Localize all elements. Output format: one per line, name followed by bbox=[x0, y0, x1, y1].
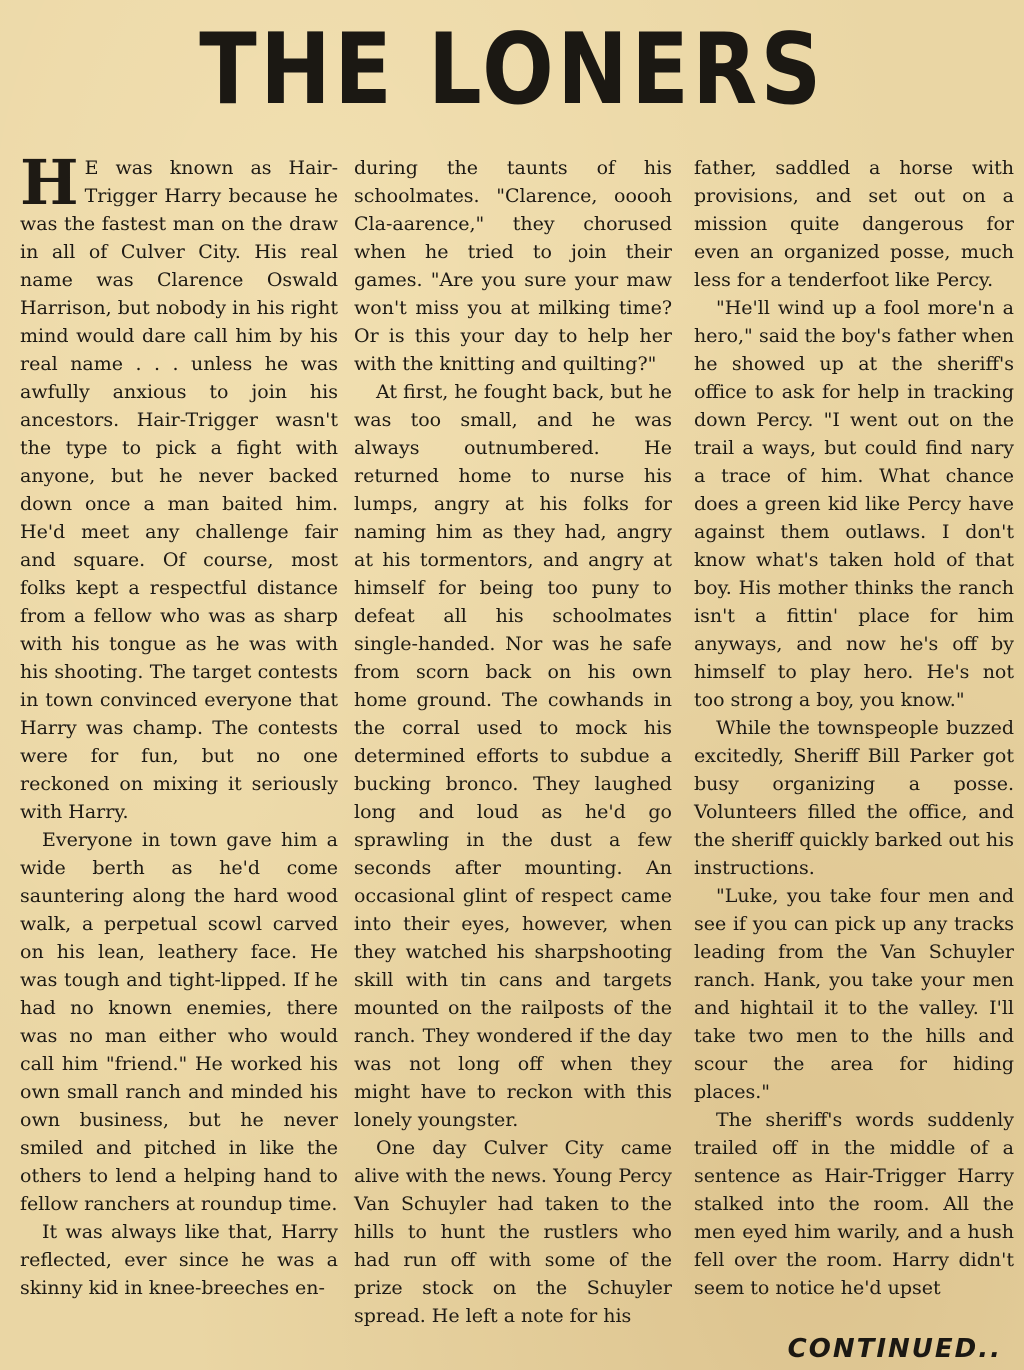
paragraph: While the townspeople buzzed excitedly, Sheriff Bill Parker got busy organizing a posse. Volunteers filled the office, and the sheriff quickly barked out his instructions. bbox=[694, 717, 1014, 879]
paragraph-text: E was known as Hair-Trigger Harry because he was the fastest man on the draw in all of Culver City. His real name was Clarence Oswald Harrison, but nobody in his right mind would dare call him by his real name . . . unless he was awfully anxious to join his ancestors. Hair-Trigger wasn't the type to pick a fight with anyone, but he never backed down once a man baited him. He'd meet any challenge fair and square. Of course, most folks kept a respectful distance from a fellow who was as sharp with his tongue as he was with his shooting. The target contests in town convinced everyone that Harry was champ. The contests were for fun, but no one reckoned on mixing it seriously with Harry. bbox=[20, 157, 338, 823]
paragraph bbox=[20, 146, 338, 826]
paragraph: The sheriff's words suddenly trailed off in the middle of a sentence as Hair-Trigger Harry stalked into the room. All the men eyed him warily, and a hush fell over the room. Harry didn't seem to notice he'd upset bbox=[694, 1109, 1014, 1299]
text-column-2 bbox=[354, 154, 672, 1330]
paragraph: during the taunts of his schoolmates. "Clarence, ooooh Cla-aarence," they chorused when he tried to join their games. "Are you sure your maw won't miss you at milking time? Or is this your day to help her with the knitting and quilting?" bbox=[354, 157, 672, 375]
text-column-1 bbox=[20, 146, 338, 1302]
drop-cap: H bbox=[20, 146, 79, 219]
paragraph: One day Culver City came alive with the news. Young Percy Van Schuyler had taken to the hills to hunt the rustlers who had run off with some of the prize stock on the Schuyler spread. He left a note for his bbox=[354, 1137, 672, 1327]
paragraph: Everyone in town gave him a wide berth as he'd come sauntering along the hard wood walk, a perpetual scowl carved on his lean, leathery face. He was tough and tight-lipped. If he had no known enemies, there was no man either who would call him "friend." He worked his own small ranch and minded his own business, but he never smiled and pitched in like the others to lend a helping hand to fellow ranchers at roundup time. bbox=[20, 829, 338, 1215]
paragraph: father, saddled a horse with provisions, and set out on a mission quite dangerous for even an organized posse, much less for a tenderfoot like Percy. bbox=[694, 157, 1014, 291]
paragraph: "He'll wind up a fool more'n a hero," said the boy's father when he showed up at the sheriff's office to ask for help in tracking down Percy. "I went out on the trail a ways, but could find nary a trace of him. What chance does a green kid like Percy have against them outlaws. I don't know what's taken hold of that boy. His mother thinks the ranch isn't a fittin' place for him anyways, and now he's off by himself to play hero. He's not too strong a boy, you know." bbox=[694, 297, 1014, 711]
paragraph: It was always like that, Harry reflected, ever since he was a skinny kid in knee-breeches en- bbox=[20, 1221, 338, 1299]
story-title: THE LONERS bbox=[199, 13, 825, 127]
continued-label: CONTINUED.. bbox=[787, 1334, 1002, 1364]
paragraph: "Luke, you take four men and see if you can pick up any tracks leading from the Van Schuyler ranch. Hank, you take your men and hightail it to the valley. I'll take two men to the hills and scour the area for hiding places." bbox=[694, 885, 1014, 1103]
paragraph: At first, he fought back, but he was too small, and he was always outnumbered. He returned home to nurse his lumps, angry at his folks for naming him as they had, angry at his tormentors, and angry at himself for being too puny to defeat all his schoolmates single-handed. Nor was he safe from scorn back on his own home ground. The cowhands in the corral used to mock his determined efforts to subdue a bucking bronco. They laughed long and loud as he'd go sprawling in the dust a few seconds after mounting. An occasional glint of respect came into their eyes, however, when they watched his sharpshooting skill with tin cans and targets mounted on the railposts of the ranch. They wondered if the day was not long off when they might have to reckon with this lonely youngster. bbox=[354, 381, 672, 1131]
text-column-3 bbox=[694, 154, 1014, 1302]
